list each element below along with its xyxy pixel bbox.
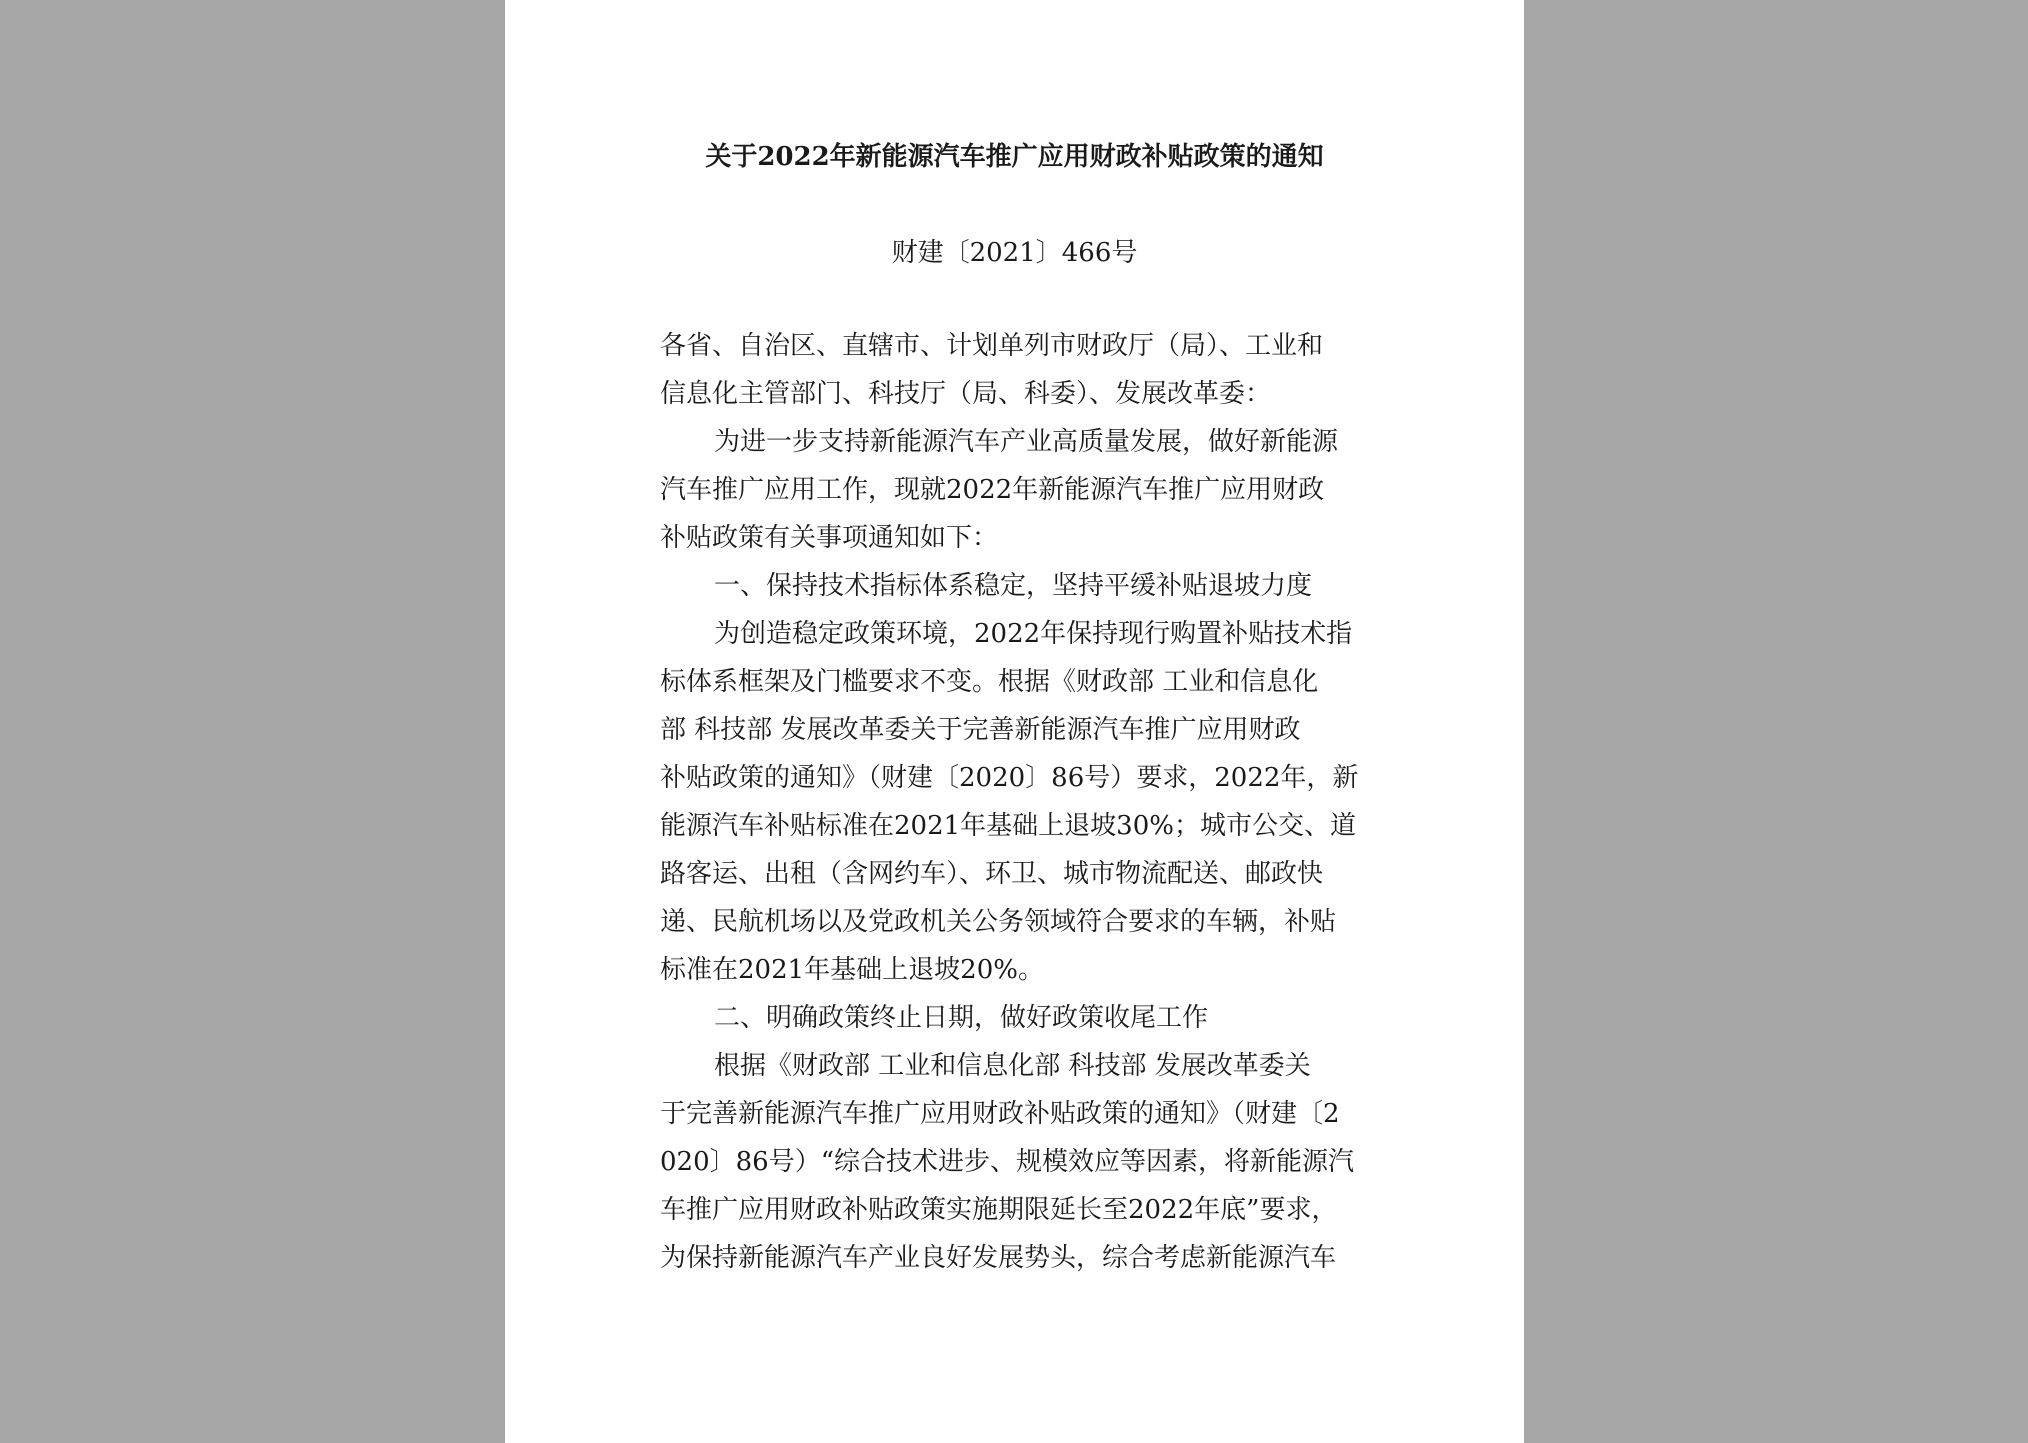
body-text-line: 汽车推广应用工作，现就2022年新能源汽车推广应用财政 [660,475,1325,505]
body-text-line: 信息化主管部门、科技厅（局、科委）、发展改革委： [660,379,1272,409]
body-text-line: 标准在2021年基础上退坡20%。 [660,955,1044,985]
body-text-line: 补贴政策的通知》（财建〔2020〕86号）要求，2022年，新 [660,763,1359,793]
body-text-line: 为保持新能源汽车产业良好发展势头，综合考虑新能源汽车 [660,1243,1337,1273]
body-text-line: 为创造稳定政策环境，2022年保持现行购置补贴技术指 [714,619,1353,649]
document-body [660,322,1380,1282]
body-text-line: 递、民航机场以及党政机关公务领域符合要求的车辆，补贴 [660,907,1337,937]
document-page [505,0,1524,1443]
body-text-line: 020〕86号）“综合技术进步、规模效应等因素，将新能源汽 [660,1147,1355,1177]
body-text-line: 路客运、出租（含网约车）、环卫、城市物流配送、邮政快 [660,859,1324,889]
body-text-line: 能源汽车补贴标准在2021年基础上退坡30%；城市公交、道 [660,811,1356,841]
body-text-line: 根据《财政部 工业和信息化部 科技部 发展改革委关 [714,1051,1311,1081]
body-text-line: 各省、自治区、直辖市、计划单列市财政厅（局）、工业和 [660,331,1324,361]
body-text-line: 部 科技部 发展改革委关于完善新能源汽车推广应用财政 [660,715,1301,745]
body-text-line: 一、保持技术指标体系稳定，坚持平缓补贴退坡力度 [714,571,1313,601]
body-text-line: 标体系框架及门槛要求不变。根据《财政部 工业和信息化 [660,667,1319,697]
body-text-line: 二、明确政策终止日期，做好政策收尾工作 [714,1003,1209,1033]
document-number: 财建〔2021〕466号 [891,238,1138,268]
body-text-line: 为进一步支持新能源汽车产业高质量发展，做好新能源 [714,427,1339,457]
body-text-line: 车推广应用财政补贴政策实施期限延长至2022年底”要求， [660,1195,1338,1225]
body-text-line: 补贴政策有关事项通知如下： [660,523,999,553]
document-title: 关于2022年新能源汽车推广应用财政补贴政策的通知 [705,142,1324,172]
body-text-line: 于完善新能源汽车推广应用财政补贴政策的通知》（财建〔2 [660,1099,1340,1129]
